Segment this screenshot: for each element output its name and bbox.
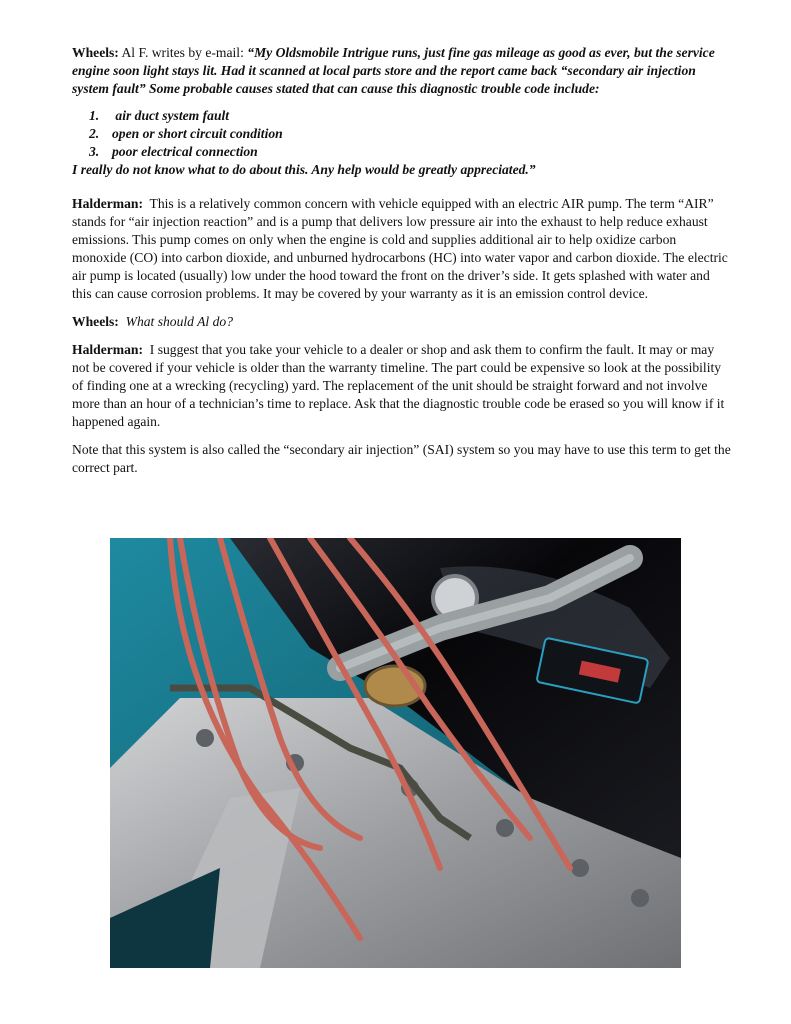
speaker-label: Halderman: [72,196,143,211]
answer-text: This is a relatively common concern with vehicle equipped with an electric AIR pump. The term “AIR” stands for “air injection reaction” and is a pump that delivers low pressure air into the exhaust to help reduce exhaust emissions. This pump comes on only when the engine is cold and supplies additional air to help oxidize carbon monoxide (CO) into carbon dioxide, and unburned hydrocarbons (HC) into water vapor and carbon dioxide. The electric air pump is located (usually) low under the hood toward the front on the driver’s side. It gets splashed with water and this can cause corrosion problems. It may be covered by your warranty as it is an emission control device. [72,196,728,301]
speaker-label: Halderman: [72,342,143,357]
answer-1 [72,195,732,303]
note-paragraph: Note that this system is also called the “secondary air injection” (SAI) system so you may have to use this term to get the correct part. [72,442,731,475]
article-body [72,44,732,477]
question-2 [72,313,732,331]
engine-photo [110,538,681,968]
question-1 [72,44,732,98]
speaker-label: Wheels: [72,314,119,329]
question-closing: I really do not know what to do about this. Any help would be greatly appreciated.” [72,162,536,177]
list-item: 2. open or short circuit condition [89,126,283,141]
question-text: What should Al do? [125,314,233,329]
answer-2 [72,341,732,431]
speaker-label: Wheels: [72,45,119,60]
causes-list [72,107,732,161]
list-item: 1. air duct system fault [89,108,230,123]
question-quote: “My Oldsmobile Intrigue runs, just fine gas mileage as good as ever, but the service engine soon light stays lit. Had it scanned at local parts store and the report came back “secondary air injection system fault” Some probable causes stated that can cause this diagnostic trouble code include: [72,45,715,96]
answer-text: I suggest that you take your vehicle to a dealer or shop and ask them to confirm the fault. It may or may not be covered if your vehicle is older than the warranty timeline. The part could be expensive so look at the possibility of finding one at a wrecking (recycling) yard. The replacement of the unit should be straight forward and not involve more than an hour of a technician’s time to replace. Ask that the diagnostic trouble code be erased so you will know if it happened again. [72,342,725,429]
list-item: 3. poor electrical connection [89,144,258,159]
question-lead: Al F. writes by e-mail: [121,45,244,60]
